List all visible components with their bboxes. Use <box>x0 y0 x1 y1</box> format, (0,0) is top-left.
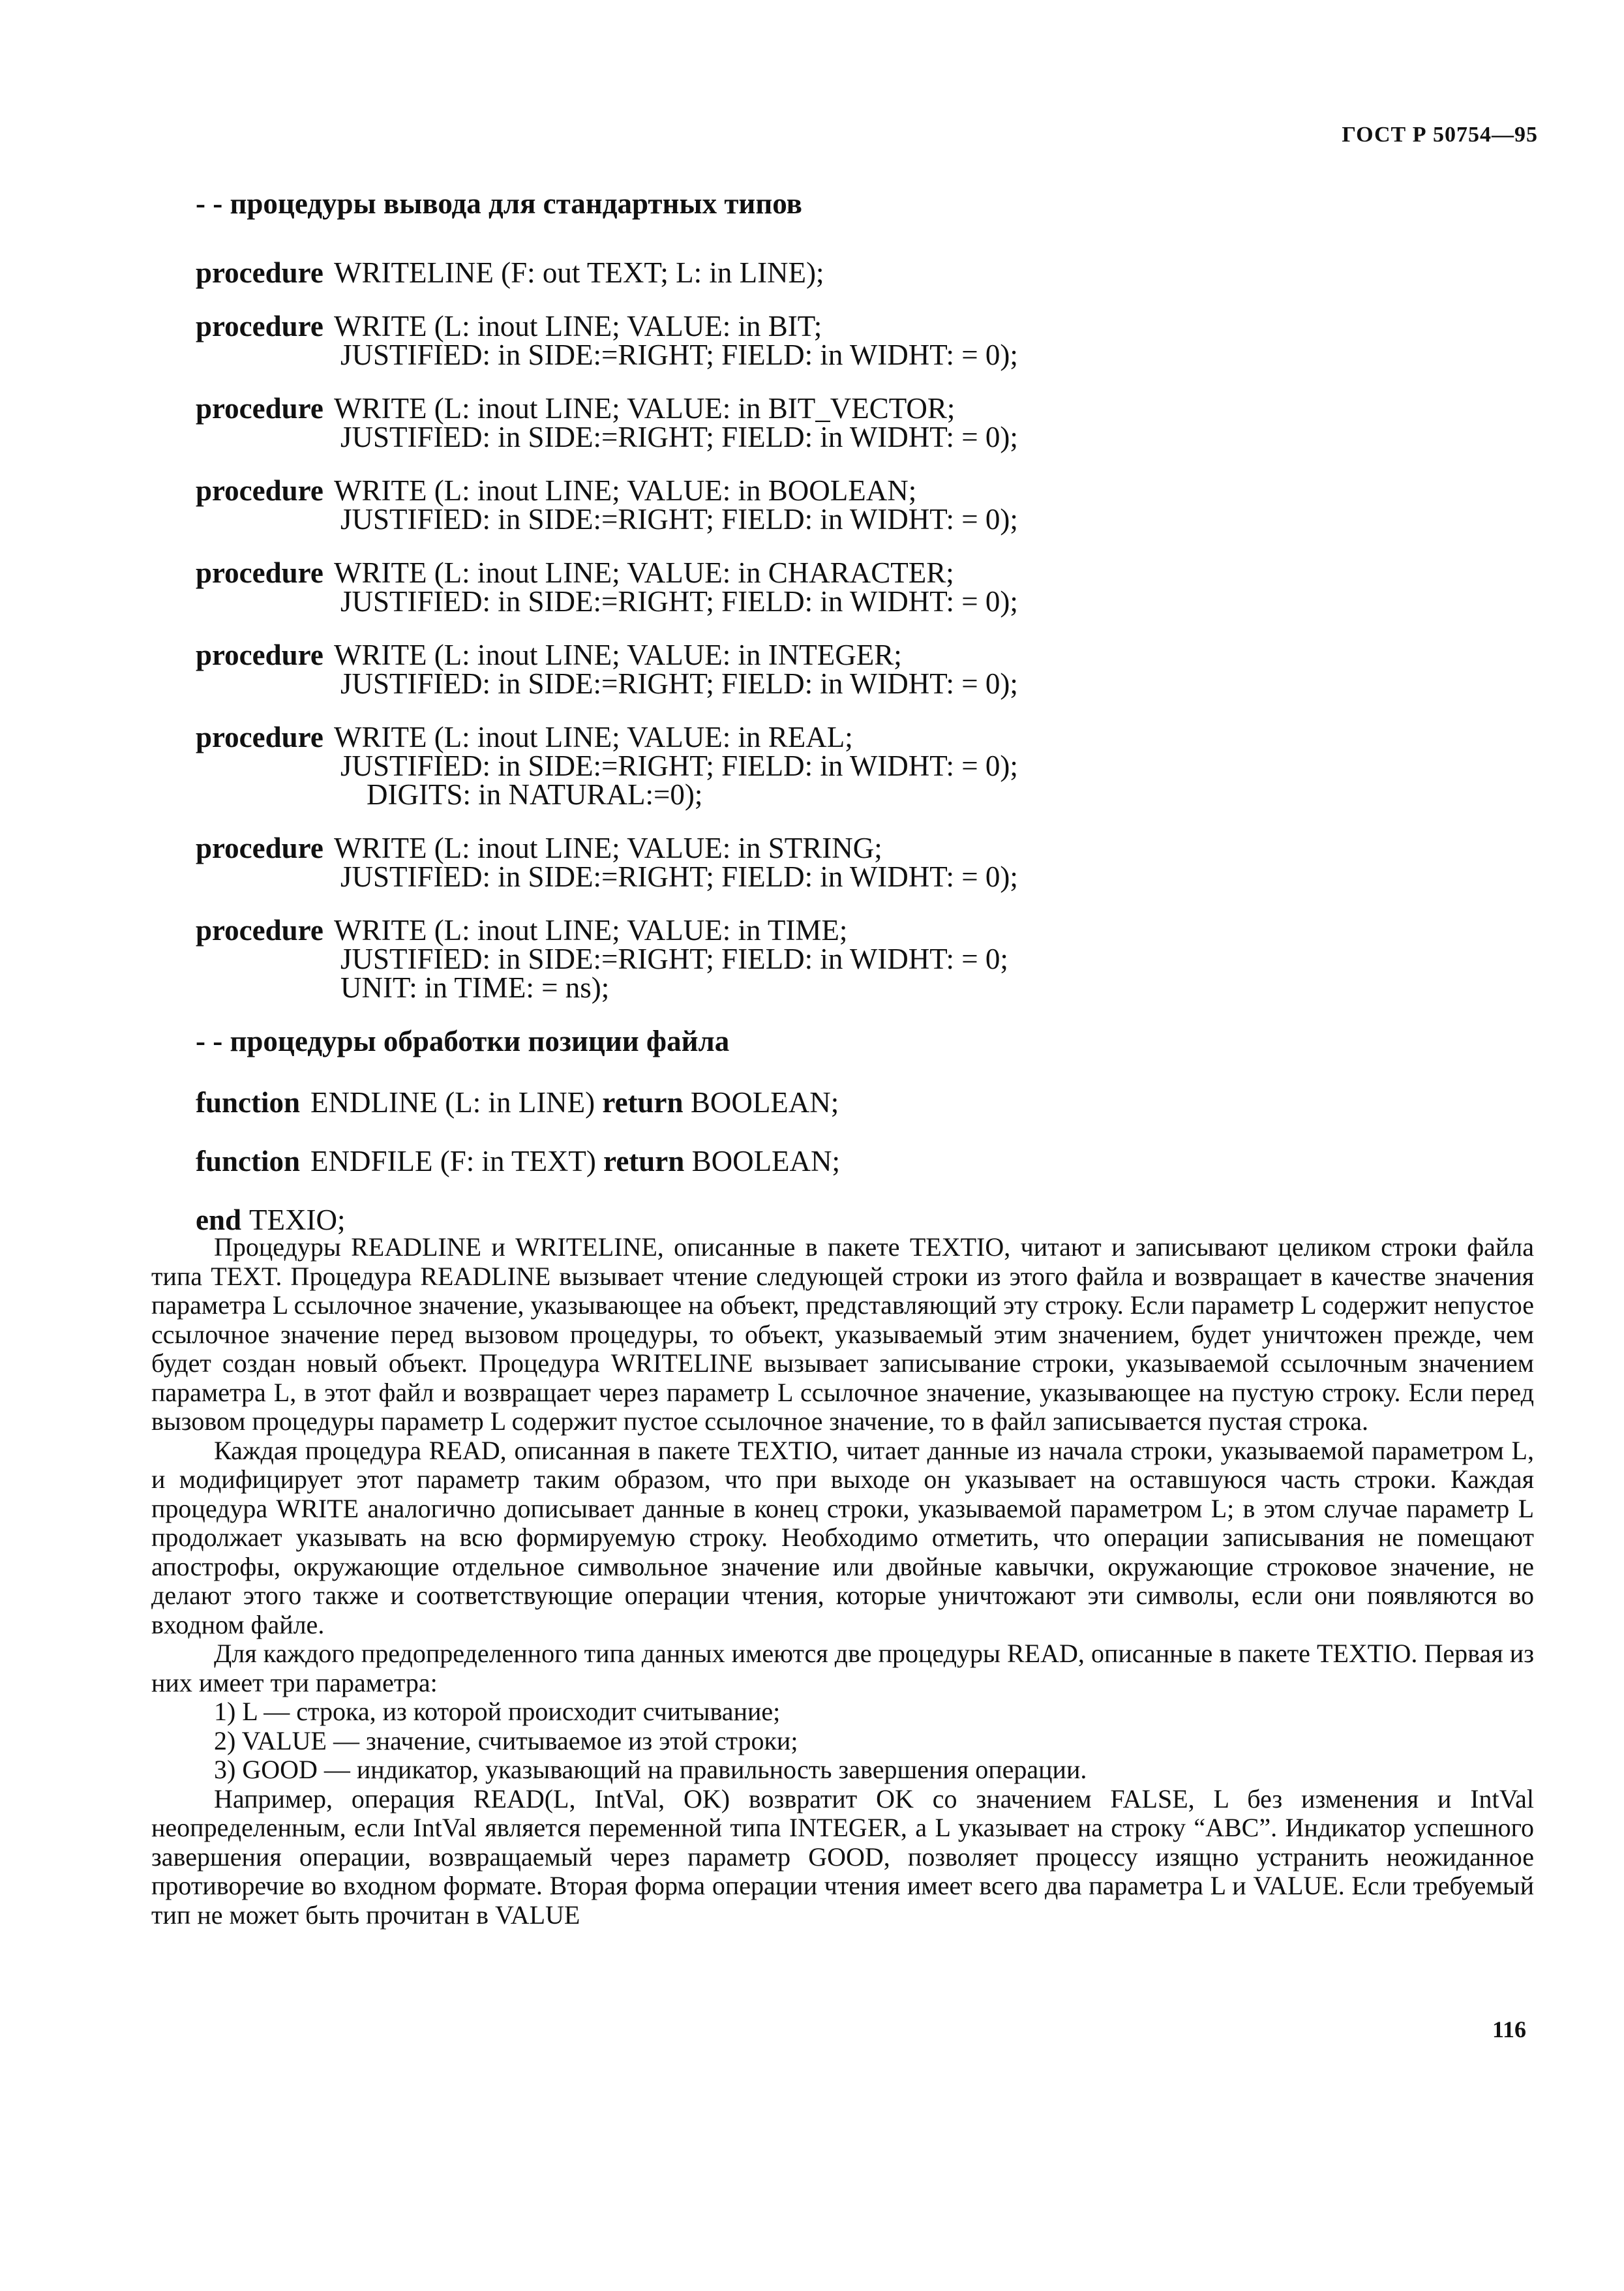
func-endline <box>196 1088 1533 1117</box>
keyword-return: return <box>602 1086 684 1119</box>
proc-signature-line1: WRITE (L: inout LINE; VALUE: in BOOLEAN; <box>334 474 917 507</box>
keyword-procedure: procedure <box>196 639 323 671</box>
func-signature: ENDFILE (F: in TEXT) <box>310 1145 596 1177</box>
package-end <box>196 1206 1533 1234</box>
keyword-procedure: procedure <box>196 556 323 589</box>
proc-write-character <box>196 558 1533 616</box>
keyword-function: function <box>196 1086 301 1119</box>
proc-write-boolean <box>196 476 1533 534</box>
keyword-procedure: procedure <box>196 310 323 342</box>
proc-signature-line2: JUSTIFIED: in SIDE:=RIGHT; FIELD: in WIDHT: = 0); <box>340 503 1018 536</box>
page-number: 116 <box>1492 2016 1526 2042</box>
keyword-procedure: procedure <box>196 832 323 864</box>
proc-writeline <box>196 258 1533 287</box>
proc-write-time <box>196 916 1533 1002</box>
proc-signature-line3: UNIT: in TIME: = ns); <box>340 971 610 1004</box>
proc-signature-line3: DIGITS: in NATURAL:=0); <box>367 778 703 811</box>
proc-signature-line2: JUSTIFIED: in SIDE:=RIGHT; FIELD: in WIDHT: = 0); <box>340 860 1018 893</box>
comment-file-position: - - процедуры обработки позиции файла <box>196 1025 730 1057</box>
list-item: 1) L — строка, из которой происходит считывание; <box>214 1697 781 1726</box>
proc-signature-line1: WRITE (L: inout LINE; VALUE: in INTEGER; <box>334 639 902 671</box>
func-endfile <box>196 1147 1533 1176</box>
proc-write-bit <box>196 312 1533 369</box>
proc-signature-line2: JUSTIFIED: in SIDE:=RIGHT; FIELD: in WIDHT: = 0); <box>340 421 1018 453</box>
keyword-procedure: procedure <box>196 474 323 507</box>
proc-signature-line1: WRITE (L: inout LINE; VALUE: in BIT_VECTOR; <box>334 392 955 425</box>
func-signature: ENDLINE (L: in LINE) <box>310 1086 595 1119</box>
func-return-type: BOOLEAN; <box>691 1145 841 1177</box>
proc-signature: WRITELINE (F: out TEXT; L: in LINE); <box>334 256 824 289</box>
proc-signature-line2: JUSTIFIED: in SIDE:=RIGHT; FIELD: in WIDHT: = 0; <box>340 943 1008 975</box>
proc-signature-line2: JUSTIFIED: in SIDE:=RIGHT; FIELD: in WIDHT: = 0); <box>340 667 1018 700</box>
proc-signature-line1: WRITE (L: inout LINE; VALUE: in REAL; <box>334 721 853 753</box>
list-item: 3) GOOD — индикатор, указывающий на правильность завершения операции. <box>214 1755 1087 1784</box>
proc-signature-line2: JUSTIFIED: in SIDE:=RIGHT; FIELD: in WIDHT: = 0); <box>340 339 1018 371</box>
proc-signature-line1: WRITE (L: inout LINE; VALUE: in CHARACTER; <box>334 556 954 589</box>
paragraph-read-params: Для каждого предопределенного типа данных имеются две процедуры READ, описанные в пакете TEXTIO. Первая из них имеет три параметра: <box>151 1639 1534 1697</box>
proc-write-bit-vector <box>196 394 1533 451</box>
keyword-procedure: procedure <box>196 392 323 425</box>
proc-signature-line2: JUSTIFIED: in SIDE:=RIGHT; FIELD: in WIDHT: = 0); <box>340 585 1018 618</box>
proc-write-string <box>196 834 1533 891</box>
func-return-type: BOOLEAN; <box>690 1086 839 1119</box>
proc-write-real <box>196 723 1533 809</box>
keyword-end: end <box>196 1204 242 1236</box>
package-name: TEXIO; <box>249 1204 346 1236</box>
keyword-function: function <box>196 1145 301 1177</box>
keyword-return: return <box>603 1145 685 1177</box>
proc-write-integer <box>196 641 1533 698</box>
code-listing <box>196 189 1533 1234</box>
paragraph-read-write: Каждая процедура READ, описанная в пакете TEXTIO, читает данные из начала строки, указываемой параметром L, и модифицирует этот параметр таким образом, что при выходе он указывает на оставшуюся часть строки. Каждая процедура WRITE аналогично дописывает данные в конец строки, указываемой параметром L; в этом случае параметр L продолжает указывать на всю формируемую строку. Необходимо отметить, что операции записывания не помещают апострофы, окружающие отдельное символьное значение или двойные кавычки, окружающие строковое значение, не делают этого также и соответствующие операции чтения, которые уничтожают эти символы, если они появляются во входном файле. <box>151 1435 1534 1639</box>
keyword-procedure: procedure <box>196 721 323 753</box>
proc-signature-line1: WRITE (L: inout LINE; VALUE: in STRING; <box>334 832 882 864</box>
proc-signature-line1: WRITE (L: inout LINE; VALUE: in TIME; <box>334 914 848 947</box>
proc-signature-line1: WRITE (L: inout LINE; VALUE: in BIT; <box>334 310 822 342</box>
paragraph-readline-writeline: Процедуры READLINE и WRITELINE, описанные в пакете TEXTIO, читают и записывают целиком строки файла типа TEXT. Процедура READLINE вызывает чтение следующей строки из этого файла и возвращает в качестве значения параметра L ссылочное значение, указывающее на объект, представляющий эту строку. Если параметр L содержит непустое ссылочное значение перед вызовом процедуры, то объект, указываемый этим значением, будет уничтожен прежде, чем будет создан новый объект. Процедура WRITELINE вызывает записывание строки, указываемой ссылочным значением параметра L, в этот файл и возвращает через параметр L ссылочное значение, указывающее на пустую строку. Если перед вызовом процедуры параметр L содержит пустое ссылочное значение, то в файл записывается пустая строка. <box>151 1232 1534 1436</box>
proc-signature-line2: JUSTIFIED: in SIDE:=RIGHT; FIELD: in WIDHT: = 0); <box>340 750 1018 782</box>
comment-output-procedures: - - процедуры вывода для стандартных типов <box>196 187 802 220</box>
keyword-procedure: procedure <box>196 914 323 947</box>
list-item: 2) VALUE — значение, считываемое из этой строки; <box>214 1725 798 1755</box>
keyword-procedure: procedure <box>196 256 323 289</box>
body-text <box>151 1233 1534 1930</box>
paragraph-example: Например, операция READ(L, IntVal, OK) возвратит OK со значением FALSE, L без изменения и IntVal неопределенным, если IntVal является переменной типа INTEGER, а L указывает на строку “ABC”. Индикатор успешного завершения операции, возвращаемый через параметр GOOD, позволяет процессу изящно устранить неожиданное противоречие во входном формате. Вторая форма операции чтения имеет всего два параметра L и VALUE. Если требуемый тип не может быть прочитан в VALUE <box>151 1783 1534 1930</box>
document-header: ГОСТ Р 50754—95 <box>1342 123 1538 147</box>
